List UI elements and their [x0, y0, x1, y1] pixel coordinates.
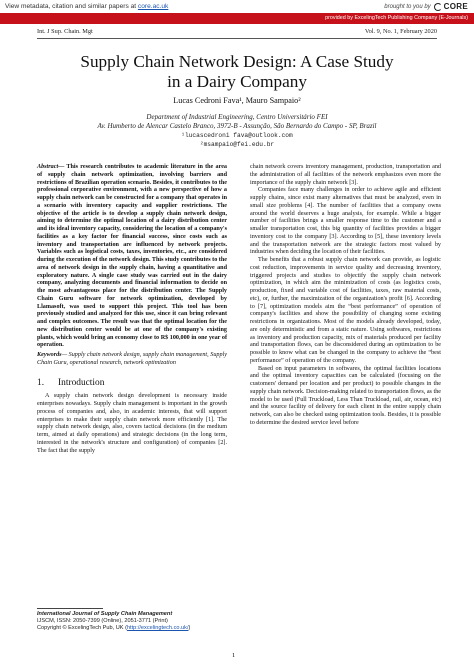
core-brand[interactable] — [384, 2, 468, 11]
keywords — [37, 352, 227, 368]
core-logo-text: CORE — [443, 2, 468, 11]
core-notice-text: View metadata, citation and similar papers at — [5, 3, 138, 10]
abstract-label: Abstract — [37, 164, 59, 170]
brought-by-label: brought to you by — [384, 3, 431, 10]
author-email-1: ¹lucascedroni fava@outlook.com — [181, 132, 293, 139]
running-header — [37, 28, 437, 38]
affiliation-address: Av. Humberto de Alencar Castelo Branco, 3972-B - Assunção, São Bernardo do Campo - SP, Brazil — [97, 122, 377, 130]
title-line: Supply Chain Network Design: A Case Study — [80, 52, 394, 71]
footnote-copyright — [37, 625, 237, 632]
core-link[interactable]: core.ac.uk — [137, 3, 169, 10]
author-email-2: ²msampaio@fei.edu.br — [199, 141, 275, 148]
core-logo-icon — [434, 3, 442, 11]
copyright-text: Copyright © ExcelingTech Pub, UK ( — [37, 625, 127, 631]
journal-abbrev: Int. J Sup. Chain. Mgt — [37, 28, 93, 35]
body-paragraph: Companies face many challenges in order to achieve agile and efficient supply chains, since exist many alternatives that must be analyzed, even in small size problems [4]. The number of facilities that a company owns around the world deserves a huge analysis, for example. While a bigger number of facilities brings a smaller response time to the customer and a smaller transportation cost, this big quantity of facilities provides a bigger inventory cost to the company [3]. According to [5], these inventory levels and the transportation network are the strategic factors most valued by industries when deciding the location of their facilities. — [250, 187, 441, 256]
footnote — [37, 611, 237, 632]
copyright-close: ) — [188, 625, 191, 631]
left-column — [37, 164, 227, 455]
header-rule — [37, 38, 437, 39]
intro-paragraph: A supply chain network design development is necessary inside enterprises nowadays. Supply chain management is important in the growth process of companies and, also, in academic interests, that will support enterprises to make their supply chain network more efficiently [1]. The supply chain network design, also, covers tactical decisions (in the medium term, aimed at daily operations) and strategic decisions (in the long term, interested in the network's structure and configuration) of companies [2]. The fact that the supply — [37, 393, 227, 454]
volume-info: Vol. 9, No. 1, February 2020 — [364, 28, 437, 35]
footnote-rule — [37, 608, 103, 609]
keywords-label: Keywords — [37, 352, 62, 358]
body-paragraph: chain network covers inventory management, production, transportation and the administration of all facilities of the network emphasizes even more the importance of the supply chain network [3]. — [250, 164, 441, 186]
affiliation-department: Department of Industrial Engineering, Centro Universitário FEI — [146, 113, 328, 121]
core-metadata-notice — [5, 3, 168, 10]
abstract — [37, 164, 227, 350]
title-line: in a Dairy Company — [167, 72, 307, 91]
provider-text: provided by ExcelingTech Publishing Company (E-Journals) — [325, 14, 468, 21]
provider-bar — [0, 13, 474, 24]
core-banner — [0, 0, 474, 24]
core-logo — [434, 2, 468, 11]
page-number: 1 — [232, 652, 236, 659]
abstract-text: — This research contributes to academic literature in the area of supply chain network optimization, involving barriers and restrictions of Brazilian operation scenario. Besides, it contributes to the professional corporative environment, with a new perspective of how a supply chain network can be constructed for a company that operates in a scenario with inventory capacity and supplier restrictions. The objective of the article is to develop a supply chain network design, aiming to determine the optimal location of a dairy distribution center and its ideal inventory capacity, considering the location of a company's facilities as a key factor for financial success, since costs such as inventory and transportation are influenced by network projects. Variables such as logistical costs, taxes, inventories, etc., are considered during the execution of the network design. This study contributes to the area of network design in the supply chain, having a quantitative and exploratory nature. A single case study was carried out in the dairy company, analyzing documents and financial information to decide on the most advantageous place for the distribution center. The Supply Chain Guru software for network optimization, developed by Llamasoft, was used to support this project. This tool has been previously studied and analyzed for this use, since it can bring relevant and complex outcomes. The result was that the optimal location for the new distribution center would be at one of the company's existing plants, which would bring an economy close to R$ 100,000 in one year of operation. — [37, 164, 227, 349]
paper-title — [37, 52, 437, 92]
body-paragraph: Based on input parameters in softwares, the optimal facilities locations and the optimal inventory capacities can be calculated (focusing on the customers' demand per location and per product) to possible changes in the supply chain network. Decision-making related to transportation flows, as the model to be used (Full Truckload, Less Than Truckload, rail, air, ocean, etc) and the source facility of delivery for each client in the entire supply chain network, can also be checked using optimization tools. Besides, it is possible to determine the desired service level before — [250, 365, 441, 426]
right-column — [250, 164, 441, 428]
footnote-issn: IJSCM, ISSN: 2050-7399 (Online), 2051-3771 (Print) — [37, 618, 168, 624]
section-number: 1. — [37, 377, 45, 388]
body-paragraph: The benefits that a robust supply chain network can provide, as logistic cost reduction, improvements in service quality and decreasing inventory, triggered projects and studies to objectify the supply chain network optimization, in which aim the minimization of costs (as logistics costs, production, fixed and variable cost of facilities, taxes, raw material costs, etc), or, further, the maximization of the organization's profit [6]. According to [7], optimization models aim the “best performance” of operation of company's facilities and show the possibility of changing some existing restrictions in organizations. Most of the models already developed, today, are only deterministic and from a static nature. Using softwares, restrictions as inventory and production capacity, mix of materials produced per facility and transportation flows, can be disconsidered during an optimization to be possible to know what can be changed in the company to achieve the “best performance” of operation of the company. — [250, 257, 441, 364]
publisher-link[interactable]: http://excelingtech.co.uk/ — [126, 625, 189, 631]
footnote-journal: International Journal of Supply Chain Management — [37, 611, 173, 617]
keywords-text: — Supply chain network design, supply chain management, Supply Chain Guru, operational research, network optimization — [37, 352, 227, 366]
authors: Lucas Cedroni Fava¹, Mauro Sampaio² — [173, 96, 301, 105]
section-title: Introduction — [58, 377, 105, 388]
section-heading — [37, 377, 227, 388]
